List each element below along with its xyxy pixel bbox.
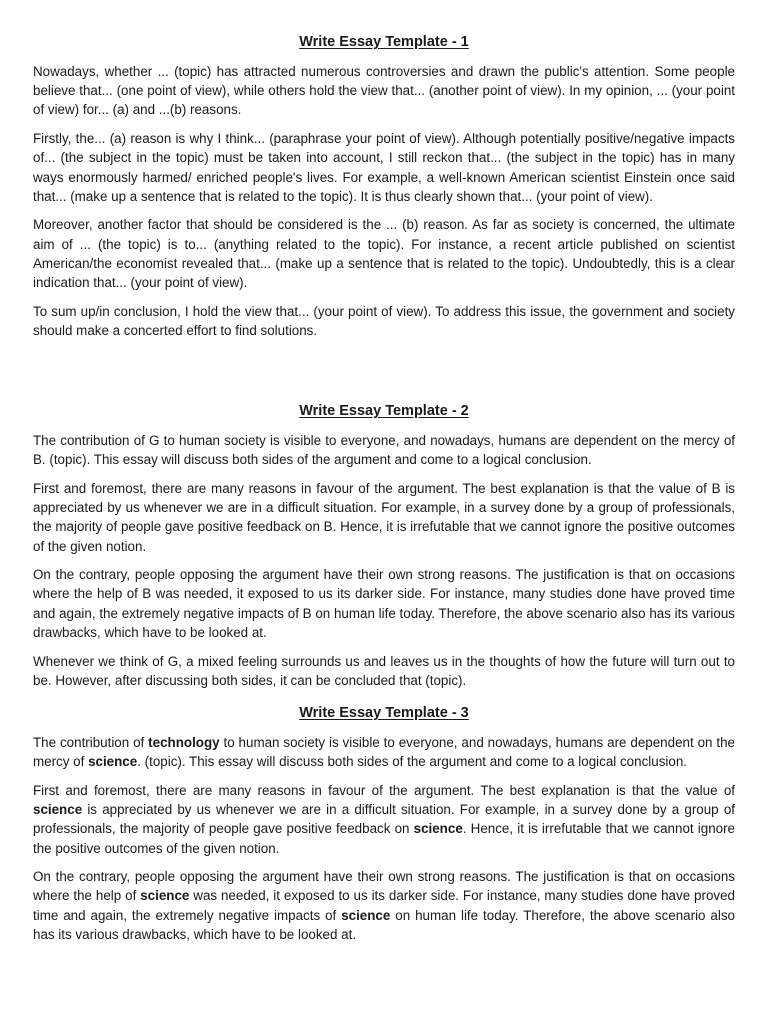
template-2-paragraph-1: The contribution of G to human society is visible to everyone, and nowadays, humans are dependent on the mercy of B. (topic). This essay will discuss both sides of the argument and come to a logical conclusion. (33, 433, 735, 468)
bold-term-science: science (413, 821, 463, 837)
text-segment: was needed, it exposed to us its darker side. For instance, many studies done have proved time and again, the extremely negative impacts of (33, 888, 736, 923)
text-segment: is appreciated by us whenever we are in a difficult situation. For example, in a survey done by a group of professionals, the majority of people gave positive feedback on (33, 802, 735, 837)
template-3-paragraph-3 (33, 867, 735, 944)
bold-term-science: science (341, 907, 391, 923)
text-segment: on human life today. Therefore, the above scenario also has its various drawbacks, which have to be looked at. (33, 907, 735, 942)
text-segment: . (topic). This essay will discuss both sides of the argument and come to a logical conclusion. (137, 754, 687, 770)
template-2-paragraph-2: First and foremost, there are many reasons in favour of the argument. The best explanation is that the value of B is appreciated by us whenever we are in a difficult situation. For example, in a survey done by a group of professionals, the majority of people gave positive feedback on B. Hence, it is irrefutable that we cannot ignore the positive outcomes of the given notion. (33, 480, 735, 554)
text-segment: First and foremost, there are many reasons in favour of the argument. The best explanation is that the value of (33, 782, 735, 798)
bold-term-science: science (88, 754, 138, 770)
text-segment: The contribution of (33, 735, 149, 750)
template-2-title: Write Essay Template - 2 (299, 403, 469, 419)
template-2-paragraph-3: On the contrary, people opposing the argument have their own strong reasons. The justification is that on occasions where the help of B was needed, it exposed to us its darker side. For instance, many studies done have proved time and again, the extremely negative impacts of B on human life today. Therefore, the above scenario also has its various drawbacks, which have to be looked at. (33, 567, 735, 640)
template-1-paragraph-3: Moreover, another factor that should be considered is the ... (b) reason. As far as society is concerned, the ultimate aim of ... (the topic) is to... (anything related to the topic). For instance, a recent article published on scientist American/the economist revealed that... (make up a sentence that is related to the topic). Undoubtedly, this is a clear indication that... (your point of view). (33, 217, 735, 291)
template-1-paragraph-4: To sum up/in conclusion, I hold the view that... (your point of view). To address this issue, the government and society should make a concerted effort to find solutions. (33, 303, 735, 338)
bold-term-technology: technology (148, 735, 220, 750)
text-segment: On the contrary, people opposing the argument have their own strong reasons. The justification is that on occasions where the help of (33, 869, 735, 904)
bold-term-science: science (33, 802, 83, 818)
bold-term-science: science (140, 888, 190, 904)
text-segment: . Hence, it is irrefutable that we cannot ignore the positive outcomes of the given notion. (33, 821, 735, 856)
template-1-title: Write Essay Template - 1 (299, 34, 469, 50)
template-2-section (33, 431, 735, 690)
template-3-paragraph-1 (33, 733, 735, 771)
template-1-paragraph-1: Nowadays, whether ... (topic) has attracted numerous controversies and drawn the public's attention. Some people believe that... (one point of view), while others hold the view that... (another point of view). In my opinion, ... (your point of view) for... (a) and ...(b) reasons. (33, 64, 735, 118)
text-segment: to human society is visible to everyone, and nowadays, humans are dependent on the mercy of (33, 735, 735, 770)
template-3-paragraph-2 (33, 781, 735, 858)
template-3-section (33, 733, 735, 944)
template-3-title: Write Essay Template - 3 (299, 705, 469, 721)
template-1-section (33, 62, 735, 340)
template-2-paragraph-4: Whenever we think of G, a mixed feeling surrounds us and leaves us in the thoughts of how the future will turn out to be. However, after discussing both sides, it can be concluded that (topic). (33, 653, 735, 688)
template-1-paragraph-2: Firstly, the... (a) reason is why I think... (paraphrase your point of view). Although potentially positive/negative impacts of... (the subject in the topic) must be taken into account, I still reckon that... (the subject in the topic) has in many ways enormously harmed/ enriched people's lives. For example, a well-known American scientist Einstein once said that... (make up a sentence that is related to the topic). It is thus clearly shown that... (your point of view). (33, 131, 735, 204)
